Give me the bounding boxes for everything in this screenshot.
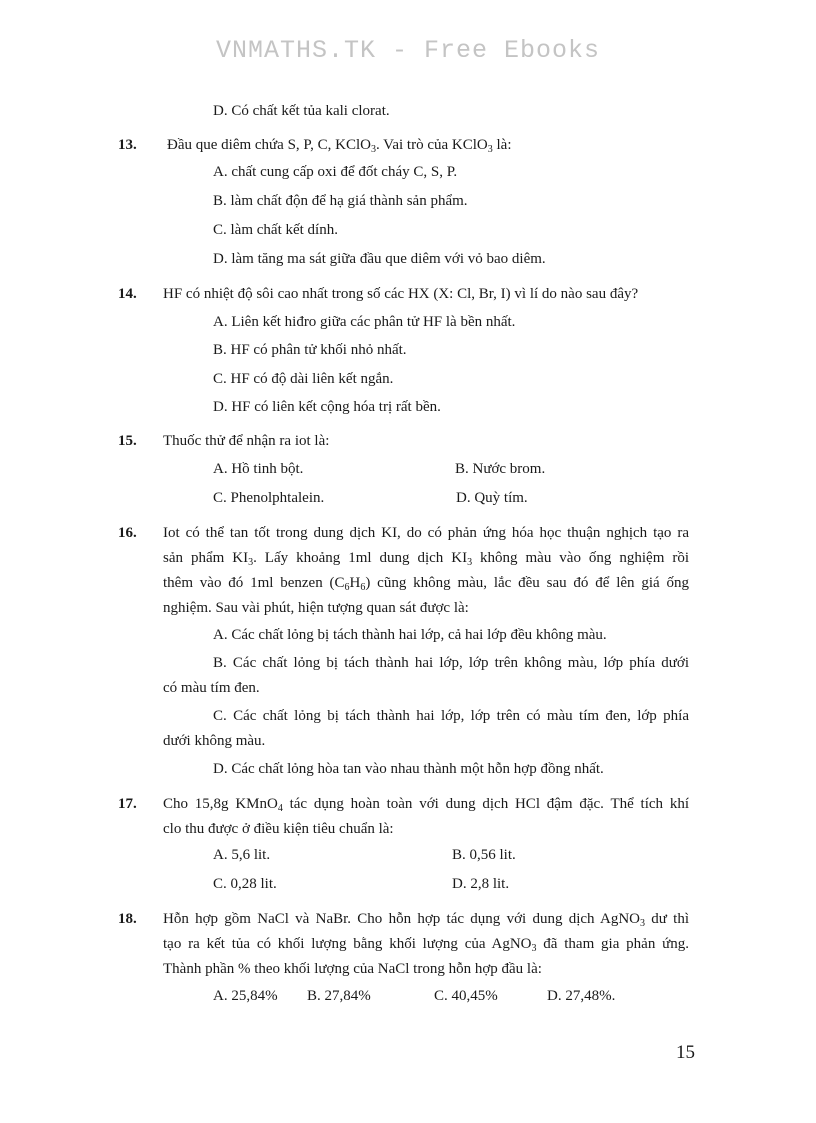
q18-option-a: A. 25,84%	[213, 988, 278, 1004]
q15-option-c: C. Phenolphtalein.	[213, 490, 325, 506]
q13-number: 13.	[118, 137, 137, 153]
watermark: VNMATHS.TK - Free Ebooks	[215, 36, 601, 65]
q17-stem-line-1: Cho 15,8g KMnO$_4$ tác dụng hoàn toàn với dung dịch HCl đậm đặc. Thể tích khí	[163, 796, 689, 814]
q14-option-b: B. HF có phân tử khối nhỏ nhất.	[213, 342, 407, 358]
q18-stem-line-3: Thành phần % theo khối lượng của NaCl trong hỗn hợp đầu là:	[163, 961, 542, 977]
q14-option-a: A. Liên kết hiđro giữa các phân tử HF là bền nhất.	[213, 314, 516, 330]
q18-stem-line-2: tạo ra kết tủa có khối lượng bằng khối lượng của AgNO$_3$ đã tham gia phản ứng.	[163, 936, 689, 954]
q16-option-c: C. Các chất lỏng bị tách thành hai lớp, lớp trên có màu tím đen, lớp phía	[213, 708, 689, 724]
q18-option-c: C. 40,45%	[434, 988, 498, 1004]
q16-option-d: D. Các chất lỏng hòa tan vào nhau thành một hỗn hợp đồng nhất.	[213, 761, 604, 777]
q15-option-d: D. Quỳ tím.	[456, 490, 528, 506]
q13-stem: Đầu que diêm chứa S, P, C, KClO$_3$. Vai trò của KClO$_3$ là:	[167, 137, 512, 155]
q18-option-d: D. 27,48%.	[547, 988, 616, 1004]
q14-option-d: D. HF có liên kết cộng hóa trị rất bền.	[213, 399, 441, 415]
q16-stem-line-1: Iot có thể tan tốt trong dung dịch KI, do có phản ứng hóa học thuận nghịch tạo ra	[163, 525, 689, 541]
q16-stem-line-2: sản phẩm $KI_3$. Lấy khoảng 1ml dung dịch $KI_3$ không màu vào ống nghiệm rồi	[163, 550, 689, 568]
q17-option-c: C. 0,28 lit.	[213, 876, 277, 892]
q15-number: 15.	[118, 433, 137, 449]
q16-option-b-cont: có màu tím đen.	[163, 680, 260, 696]
q15-option-b: B. Nước brom.	[455, 461, 546, 477]
q16-option-b: B. Các chất lỏng bị tách thành hai lớp, lớp trên không màu, lớp phía dưới	[213, 655, 689, 671]
q15-stem: Thuốc thử để nhận ra iot là:	[163, 433, 330, 449]
q17-stem-line-2: clo thu được ở điều kiện tiêu chuẩn là:	[163, 821, 394, 837]
q14-stem: HF có nhiệt độ sôi cao nhất trong số các HX (X: Cl, Br, I) vì lí do nào sau đây?	[163, 286, 639, 302]
q15-option-a: A. Hồ tinh bột.	[213, 461, 304, 477]
q16-option-c-cont: dưới không màu.	[163, 733, 266, 749]
page-number: 15	[676, 1042, 695, 1063]
q12-option-d: D. Có chất kết tủa kali clorat.	[213, 103, 390, 119]
q13-option-c: C. làm chất kết dính.	[213, 222, 338, 238]
q18-stem-line-1: Hỗn hợp gồm NaCl và NaBr. Cho hỗn hợp tác dụng với dung dịch AgNO$_3$ dư thì	[163, 911, 689, 929]
q17-option-a: A. 5,6 lit.	[213, 847, 271, 863]
q18-number: 18.	[118, 911, 137, 927]
q17-option-d: D. 2,8 lit.	[452, 876, 510, 892]
q13-option-d: D. làm tăng ma sát giữa đầu que diêm với vỏ bao diêm.	[213, 251, 546, 267]
q16-stem-line-4: nghiệm. Sau vài phút, hiện tượng quan sát được là:	[163, 600, 469, 616]
q18-option-b: B. 27,84%	[307, 988, 371, 1004]
q14-number: 14.	[118, 286, 137, 302]
q16-stem-line-3: thêm vào đó 1ml benzen $(C_6H_6)$ cũng không màu, lắc đều sau đó để lên giá ống	[163, 575, 689, 593]
q14-option-c: C. HF có độ dài liên kết ngắn.	[213, 371, 394, 387]
q17-option-b: B. 0,56 lit.	[452, 847, 516, 863]
q13-option-a: A. chất cung cấp oxi để đốt cháy C, S, P.	[213, 164, 458, 180]
q17-number: 17.	[118, 796, 137, 812]
q13-option-b: B. làm chất độn để hạ giá thành sản phẩm.	[213, 193, 468, 209]
q16-number: 16.	[118, 525, 137, 541]
q16-option-a: A. Các chất lỏng bị tách thành hai lớp, cả hai lớp đều không màu.	[213, 627, 607, 643]
